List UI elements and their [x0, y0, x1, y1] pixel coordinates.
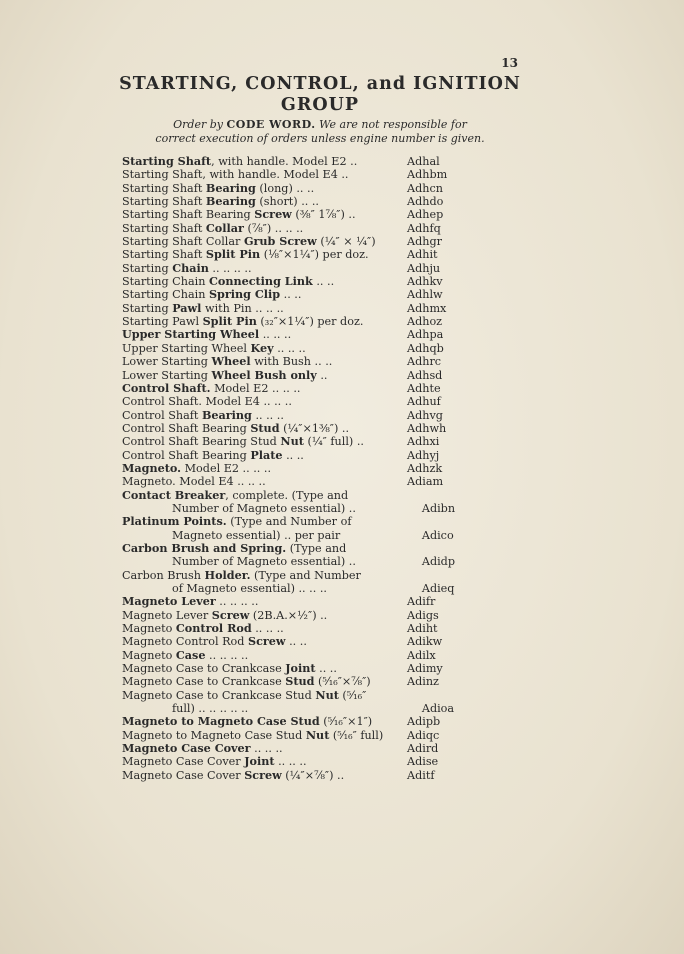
part-name: Screw: [248, 635, 286, 649]
part-description: [122, 569, 407, 582]
code-word: Adiam: [407, 475, 444, 489]
part-row: [122, 755, 492, 768]
code-word: Adiht: [407, 622, 438, 636]
part-text: Model E2 .. .. ..: [210, 381, 301, 395]
part-text: Magneto Control Rod: [122, 635, 248, 649]
part-text: Starting: [122, 301, 173, 315]
part-text: Magneto Case to Crankcase: [122, 662, 286, 676]
part-name: Bearing: [201, 408, 252, 422]
code-word: Adhxi: [407, 435, 440, 449]
part-description: [122, 155, 407, 168]
code-word: Adhuf: [407, 395, 441, 409]
part-text: (¼″×⅞″) ..: [281, 768, 345, 782]
part-row: [122, 595, 492, 608]
code-word: Adhgr: [407, 235, 442, 249]
part-text: , complete. (Type and: [225, 488, 349, 502]
code-word: Adhep: [407, 208, 444, 222]
part-name: Pawl: [172, 301, 202, 315]
part-text: (¼″ full) ..: [303, 435, 364, 449]
part-row: [122, 502, 492, 515]
part-description: [122, 702, 422, 715]
order-note-prefix: Order by: [173, 118, 223, 131]
part-row: [122, 235, 492, 248]
part-description: [122, 315, 407, 328]
part-text: (⅜″ 1⅞″) ..: [291, 208, 356, 222]
part-text: Number of Magneto essential) ..: [172, 555, 356, 569]
code-word: Adise: [407, 755, 439, 769]
part-name: Connecting Link: [208, 275, 313, 289]
part-row: [122, 155, 492, 168]
code-word: Adieq: [421, 582, 455, 595]
part-description: [122, 435, 407, 448]
part-text: .. ..: [285, 635, 307, 649]
part-text: .. .. ..: [251, 622, 284, 636]
part-name: Nut: [305, 728, 330, 742]
part-text: Magneto essential) .. per pair: [172, 528, 341, 542]
part-description: [122, 595, 407, 608]
part-description: [122, 382, 407, 395]
part-description: [122, 769, 407, 782]
part-text: .. ..: [282, 448, 304, 462]
part-text: Starting Chain: [122, 288, 209, 302]
part-text: (short) .. ..: [255, 195, 319, 209]
part-description: [122, 555, 422, 568]
part-name: Magneto Case Cover: [122, 742, 251, 756]
part-text: Magneto. Model E4 .. .. ..: [122, 475, 266, 489]
part-text: (¼″×1⅜″) ..: [279, 421, 350, 435]
part-text: (long) .. ..: [255, 181, 315, 195]
part-text: Starting Shaft: [122, 221, 206, 235]
part-description: [122, 422, 407, 435]
part-text: .. ..: [280, 288, 302, 302]
part-description: [122, 182, 407, 195]
part-row: [122, 462, 492, 475]
part-row: [122, 355, 492, 368]
part-row: [122, 275, 492, 288]
part-description: [122, 222, 407, 235]
code-word: Adhju: [407, 261, 441, 275]
part-text: (2B.A.×½″) ..: [249, 608, 328, 622]
part-row: [122, 168, 492, 181]
code-word: Aditf: [407, 768, 435, 782]
part-description: [122, 235, 407, 248]
part-name: Screw: [254, 208, 292, 222]
code-word: Adhmx: [407, 301, 447, 315]
code-word: Adhal: [407, 155, 440, 168]
part-name: Screw: [244, 768, 282, 782]
part-text: .. ..: [312, 275, 335, 289]
part-row: [122, 315, 492, 328]
code-word: Adinz: [407, 675, 439, 689]
part-description: [122, 742, 407, 755]
part-text: .. .. ..: [274, 755, 307, 769]
part-row: [122, 328, 492, 341]
code-word: Adhsd: [407, 368, 443, 382]
part-row: [122, 649, 492, 662]
order-note-line-2: correct execution of orders unless engine number is given.: [155, 132, 485, 145]
part-name: Carbon Brush and Spring.: [122, 541, 287, 555]
code-word: [407, 489, 487, 502]
part-text: (⅛″×1¼″) per doz.: [260, 248, 369, 262]
code-word: Adico: [421, 528, 454, 542]
part-name: Case: [175, 648, 206, 662]
part-name: Plate: [250, 448, 283, 462]
part-row: [122, 302, 492, 315]
part-text: Starting Shaft: [122, 248, 206, 262]
part-text: (⁵⁄₁₆″ full): [329, 728, 384, 742]
part-row: [122, 769, 492, 782]
part-text: Magneto Case to Crankcase: [122, 675, 286, 689]
part-row: [122, 689, 492, 702]
part-name: Joint: [244, 755, 275, 769]
part-row: [122, 635, 492, 648]
part-description: [122, 649, 407, 662]
part-text: (Type and Number: [250, 568, 361, 582]
part-name: Collar: [205, 221, 244, 235]
part-description: [122, 675, 407, 688]
code-word: Adhfq: [407, 221, 441, 235]
title-line-1: STARTING, CONTROL, and IGNITION: [119, 74, 521, 94]
code-word: Adhvg: [407, 408, 443, 422]
code-word: Adipb: [407, 715, 441, 729]
part-description: [122, 462, 407, 475]
part-text: Starting Shaft, with handle. Model E4 ..: [122, 168, 349, 182]
part-name: Platinum Points.: [122, 515, 227, 529]
part-description: [122, 715, 407, 728]
part-description: [122, 275, 407, 288]
code-word: Adhpa: [407, 328, 444, 342]
part-row: [122, 582, 492, 595]
part-name: Key: [250, 341, 274, 355]
part-text: Magneto: [122, 648, 176, 662]
part-text: (Type and: [286, 541, 347, 555]
part-row: [122, 729, 492, 742]
part-text: (⁵⁄₁₆″×1″): [319, 715, 373, 729]
part-description: [122, 609, 407, 622]
part-name: Joint: [285, 662, 316, 676]
part-text: Starting Shaft: [122, 195, 206, 209]
part-text: Magneto Lever: [122, 608, 212, 622]
part-description: [122, 328, 407, 341]
part-row: [122, 475, 492, 488]
page-title: [0, 74, 640, 116]
code-word: Adhbm: [407, 168, 448, 182]
part-text: with Bush .. ..: [250, 355, 333, 369]
code-word: [407, 569, 487, 582]
part-text: Model E2 .. .. ..: [181, 461, 272, 475]
part-text: (⅞″) .. .. ..: [243, 221, 304, 235]
part-row: [122, 542, 492, 555]
part-row: [122, 435, 492, 448]
part-description: [122, 302, 407, 315]
part-text: .. .. ..: [259, 328, 292, 342]
part-name: Holder.: [204, 568, 251, 582]
part-text: with Pin .. .. ..: [201, 301, 284, 315]
part-description: [122, 409, 407, 422]
part-row: [122, 422, 492, 435]
code-word: Adhdo: [407, 195, 444, 209]
part-description: [122, 449, 407, 462]
part-row: [122, 555, 492, 568]
part-name: Wheel: [211, 355, 251, 369]
part-row: [122, 248, 492, 261]
part-name: Grub Screw: [243, 235, 317, 249]
parts-list: [122, 155, 492, 782]
part-row: [122, 715, 492, 728]
code-word: Adird: [407, 742, 439, 756]
code-word: Adhlw: [407, 288, 443, 302]
part-name: Magneto to Magneto Case Stud: [122, 715, 320, 729]
part-row: [122, 569, 492, 582]
part-text: Magneto Case Cover: [122, 755, 245, 769]
part-row: [122, 622, 492, 635]
code-word: Adilx: [407, 648, 436, 662]
part-description: [122, 729, 407, 742]
code-word: Adhte: [407, 381, 441, 395]
code-word: [407, 689, 487, 702]
part-row: [122, 195, 492, 208]
part-text: (₃₂″×1¼″) per doz.: [256, 315, 364, 329]
part-text: Starting Pawl: [122, 315, 203, 329]
part-text: .. .. ..: [251, 408, 284, 422]
part-text: Number of Magneto essential) ..: [172, 501, 356, 515]
part-row: [122, 702, 492, 715]
code-word: Adioa: [421, 702, 455, 716]
part-text: .. ..: [315, 662, 337, 676]
code-word: Adibn: [421, 501, 456, 515]
part-text: Magneto Case to Crankcase Stud: [122, 688, 316, 702]
code-word: Adhyj: [407, 448, 440, 462]
part-text: .. .. .. ..: [205, 648, 249, 662]
part-text: (Type and Number of: [226, 515, 352, 529]
code-word: Adhqb: [407, 341, 444, 355]
part-description: [122, 248, 407, 261]
page-number: 13: [501, 56, 518, 70]
part-description: [122, 582, 422, 595]
part-description: [122, 689, 407, 702]
part-text: (¼″ × ¼″): [316, 235, 376, 249]
part-text: .. .. .. ..: [208, 261, 252, 275]
part-text: Control Shaft Bearing Stud: [122, 435, 281, 449]
code-word: Adifr: [407, 595, 436, 609]
part-text: Control Shaft. Model E4 .. .. ..: [122, 395, 292, 409]
part-text: Lower Starting: [122, 368, 212, 382]
part-row: [122, 675, 492, 688]
part-name: Nut: [280, 435, 304, 449]
code-word: Adhzk: [407, 461, 443, 475]
code-word: [407, 515, 487, 528]
part-name: Bearing: [205, 181, 256, 195]
part-description: [122, 635, 407, 648]
part-text: Carbon Brush: [122, 568, 205, 582]
part-name: Stud: [250, 421, 280, 435]
part-text: Starting Shaft: [122, 181, 206, 195]
part-description: [122, 755, 407, 768]
code-word: Adidp: [421, 555, 456, 569]
part-text: Control Shaft Bearing: [122, 421, 251, 435]
part-row: [122, 449, 492, 462]
part-text: Magneto Case Cover: [122, 768, 245, 782]
part-name: Chain: [172, 261, 209, 275]
code-word: [407, 542, 487, 555]
part-text: Upper Starting Wheel: [122, 341, 251, 355]
part-text: Magneto to Magneto Case Stud: [122, 728, 306, 742]
code-word: Adigs: [407, 608, 439, 622]
part-row: [122, 182, 492, 195]
code-word: Adhoz: [407, 315, 443, 329]
part-name: Split Pin: [202, 315, 257, 329]
code-word: Adiqc: [407, 728, 440, 742]
part-description: [122, 355, 407, 368]
part-text: Starting: [122, 261, 173, 275]
part-text: .. .. ..: [250, 742, 283, 756]
order-note-suffix: We are not responsible for: [319, 118, 467, 131]
part-row: [122, 382, 492, 395]
part-name: Control Rod: [175, 622, 252, 636]
part-row: [122, 208, 492, 221]
part-description: [122, 195, 407, 208]
part-row: [122, 262, 492, 275]
part-text: Control Shaft: [122, 408, 202, 422]
part-text: .. .. ..: [273, 341, 306, 355]
part-name: Starting Shaft: [122, 155, 212, 168]
part-row: [122, 529, 492, 542]
part-name: Spring Clip: [208, 288, 281, 302]
order-note-code-word: CODE WORD.: [226, 118, 316, 131]
part-text: Lower Starting: [122, 355, 212, 369]
part-description: [122, 395, 407, 408]
part-name: Magneto Lever: [122, 595, 216, 609]
part-text: Magneto: [122, 622, 176, 636]
part-description: [122, 475, 407, 488]
part-text: Starting Shaft Bearing: [122, 208, 255, 222]
part-description: [122, 502, 422, 515]
part-description: [122, 489, 407, 502]
code-word: Adhwh: [407, 421, 447, 435]
part-description: [122, 342, 407, 355]
part-description: [122, 662, 407, 675]
part-name: Bearing: [205, 195, 256, 209]
part-text: of Magneto essential) .. .. ..: [172, 582, 327, 595]
part-name: Magneto.: [122, 461, 182, 475]
part-row: [122, 222, 492, 235]
part-text: , with handle. Model E2 ..: [211, 155, 358, 168]
code-word: Adhit: [407, 248, 438, 262]
part-name: Wheel Bush only: [211, 368, 317, 382]
part-description: [122, 262, 407, 275]
part-description: [122, 369, 407, 382]
part-description: [122, 515, 407, 528]
part-text: (⁵⁄₁₆″×⅞″): [314, 675, 371, 689]
part-text: full) .. .. .. .. ..: [172, 702, 249, 716]
code-word: Adikw: [407, 635, 443, 649]
part-row: [122, 742, 492, 755]
part-description: [122, 168, 407, 181]
part-name: Screw: [211, 608, 250, 622]
part-text: (⁵⁄₁₆″: [338, 688, 367, 702]
part-text: ..: [316, 368, 328, 382]
part-name: Nut: [315, 688, 339, 702]
part-name: Upper Starting Wheel: [122, 328, 260, 342]
order-note: [0, 118, 640, 146]
part-row: [122, 369, 492, 382]
part-row: [122, 288, 492, 301]
part-row: [122, 342, 492, 355]
part-row: [122, 395, 492, 408]
part-row: [122, 662, 492, 675]
code-word: Adhrc: [407, 355, 442, 369]
part-row: [122, 609, 492, 622]
part-description: [122, 529, 422, 542]
part-text: Starting Chain: [122, 275, 209, 289]
code-word: Adhcn: [407, 181, 443, 195]
code-word: Adimy: [407, 662, 443, 676]
part-name: Stud: [285, 675, 315, 689]
part-name: Control Shaft.: [122, 381, 211, 395]
part-description: [122, 542, 407, 555]
part-row: [122, 489, 492, 502]
title-line-2: GROUP: [280, 95, 360, 115]
part-description: [122, 622, 407, 635]
part-text: Control Shaft Bearing: [122, 448, 251, 462]
part-text: .. .. .. ..: [215, 595, 259, 609]
part-row: [122, 409, 492, 422]
code-word: Adhkv: [407, 275, 443, 289]
part-name: Split Pin: [205, 248, 261, 262]
part-row: [122, 515, 492, 528]
part-name: Contact Breaker: [122, 488, 226, 502]
part-text: Starting Shaft Collar: [122, 235, 244, 249]
part-description: [122, 288, 407, 301]
part-description: [122, 208, 407, 221]
